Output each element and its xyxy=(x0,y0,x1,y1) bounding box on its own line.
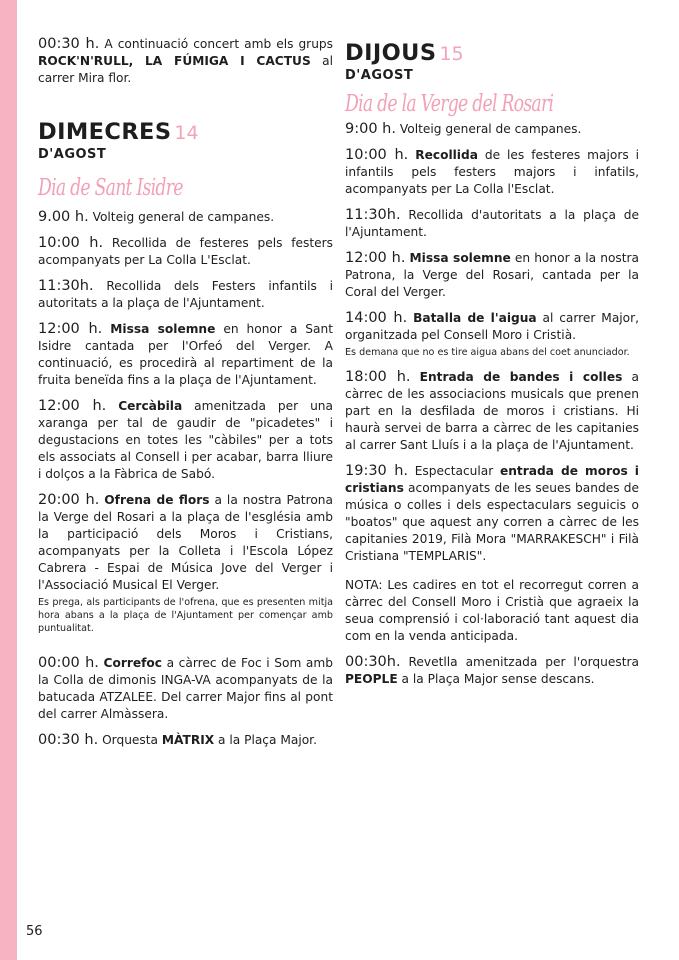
day-month: D'AGOST xyxy=(38,146,107,162)
right-column xyxy=(345,0,639,697)
event-item: 00:00 h. Correfoc a càrrec de Foc i Som amb la Colla de dimonis INGA-VA acompanyats de la batucada ATZALEE. Del carrer Major fins al pont del carrer Almàssera. xyxy=(38,654,334,721)
day-title: Dia de Sant Isidre xyxy=(38,174,183,201)
event-item: 20:00 h. Ofrena de flors a la nostra Patrona la Verge del Rosari a la plaça de l'església amb la participació dels Moros i Cristians, acompanyats per la Colleta i l'Escola López Cabrera - Espai de Música Jove del Verger i l'Associació Musical El Verger. xyxy=(38,491,333,592)
day-title: Dia de la Verge del Rosari xyxy=(345,90,554,117)
event-item: 12:00 h. Missa solemne en honor a la nostra Patrona, la Verge del Rosari, cantada per la Coral del Verger. xyxy=(345,249,640,299)
event-item: 19:30 h. Espectacular entrada de moros i cristians acompanyats de les seues bandes de música o colles i dels espectaculars seguicis o "boatos" que aquest any corren a càrrec de les capitanies 2019, Filà Mora "MARRAKESCH" i Filà Cristiana "TEMPLARIS". xyxy=(345,462,639,563)
event-list xyxy=(345,121,639,688)
day-month: D'AGOST xyxy=(345,67,414,83)
event-item: 9.00 h. Volteig general de campanes. xyxy=(38,208,275,225)
event-item: 18:00 h. Entrada de bandes i colles a càrrec de les associacions musicals que prenen part en la desfilada de moros i cristians. Hi haurà servei de barra a càrrec de les capitanies al carrer Sant Lluís i a la plaça de l'Ajuntament. xyxy=(345,368,639,452)
event-item: 00:30h. Revetlla amenitzada per l'orquestra PEOPLE a la Plaça Major sense descans. xyxy=(345,653,639,686)
day-number: 14 xyxy=(174,122,199,144)
ofrena-note: Es prega, als participants de l'ofrena, que es presenten mitja hora abans a la plaça de l'Ajuntament per començar amb puntualitat. xyxy=(38,596,333,634)
day-header-dijous xyxy=(345,42,639,121)
pink-margin-stripe xyxy=(0,0,17,960)
day-number: 15 xyxy=(439,43,464,65)
nota-paragraph: NOTA: Les cadires en tot el recorregut corren a càrrec del Consell Moro i Cristià que agraeix la seua comprensió i col·laboració tant aquest dia com en la venda anticipada. xyxy=(345,577,639,643)
event-list xyxy=(38,209,333,749)
left-column xyxy=(38,0,333,758)
water-note: Es demana que no es tire aigua abans del coet anunciador. xyxy=(345,346,630,358)
day-header-dimecres xyxy=(38,121,333,205)
page-number: 56 xyxy=(26,924,43,939)
event-item: 10:00 h. Recollida de les festeres majors i infantils pels festers majors i infatils, acompanyats per La Colla l'Esclat. xyxy=(345,146,640,196)
event-item: 11:30h. Recollida d'autoritats a la plaça de l'Ajuntament. xyxy=(345,206,639,239)
event-item: 12:00 h. Missa solemne en honor a Sant Isidre cantada per l'Orfeó del Verger. A continuació, es procedirà al repartiment de la fruita beneïda fins a la plaça de l'Ajuntament. xyxy=(38,320,333,387)
event-item: 10:00 h. Recollida de festeres pels festers acompanyats per La Colla L'Esclat. xyxy=(38,234,334,267)
event-item: 12:00 h. Cercàbila amenitzada per una xaranga per tal de gaudir de "picadetes" i degustacions en totes les "càbiles" per a tots els associats al Consell i per acabar, barra lliure i dolços a la Fàbrica de Sabó. xyxy=(38,397,333,481)
event-intro-concert: 00:30 h. A continuació concert amb els grups ROCK'N'RULL, LA FÚMIGA I CACTUS al carrer Mira flor. xyxy=(38,36,334,85)
day-name: DIMECRES xyxy=(38,119,172,145)
event-item: 14:00 h. Batalla de l'aigua al carrer Major, organitzada pel Consell Moro i Cristià. xyxy=(345,309,640,342)
event-item: 00:30 h. Orquesta MÀTRIX a la Plaça Major. xyxy=(38,731,317,748)
event-item: 9:00 h. Volteig general de campanes. xyxy=(345,120,582,137)
day-name: DIJOUS xyxy=(345,40,437,66)
event-item: 11:30h. Recollida dels Festers infantils i autoritats a la plaça de l'Ajuntament. xyxy=(38,277,333,310)
